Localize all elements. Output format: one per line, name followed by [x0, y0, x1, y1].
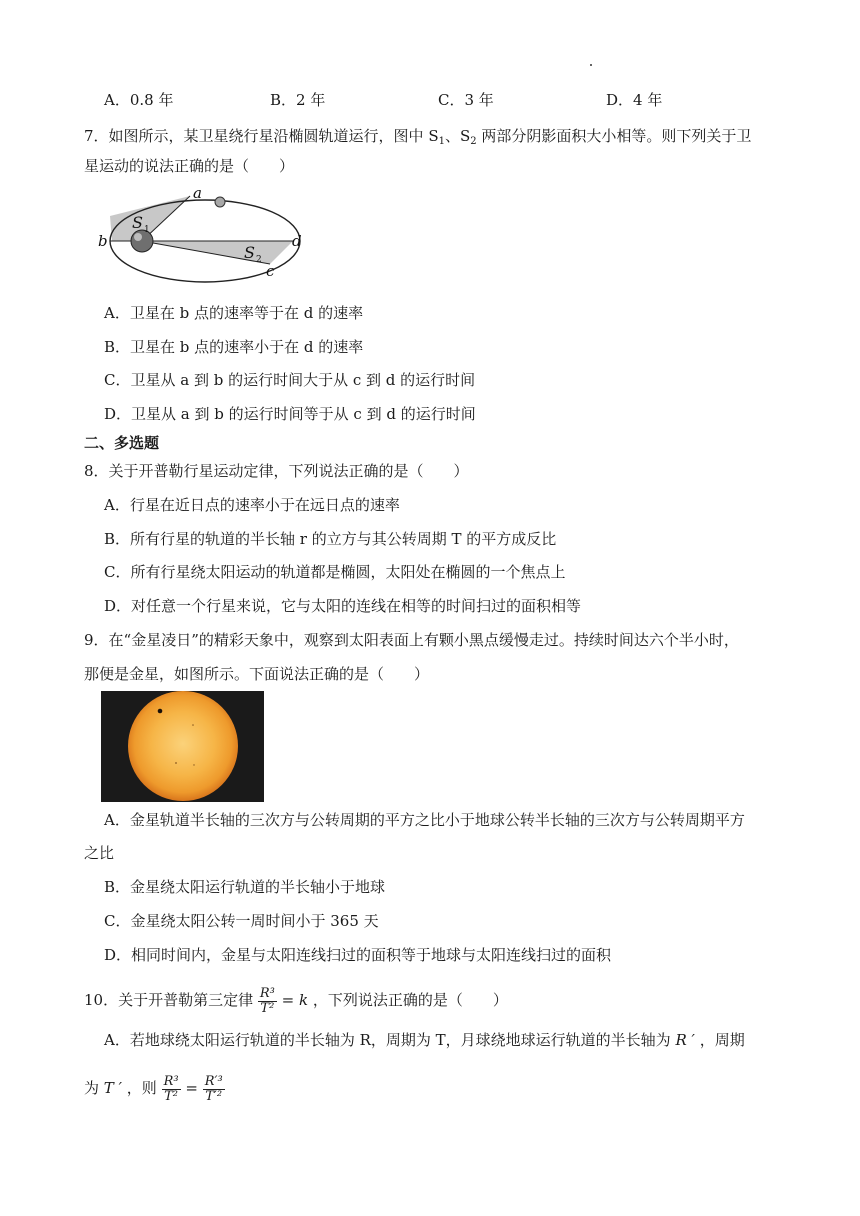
label-s1-sub: 1 — [144, 225, 150, 235]
q7-option-b[interactable]: B．卫星在 b 点的速率小于在 d 的速率 — [104, 338, 364, 356]
q9-option-a-line2[interactable]: 之比 — [84, 844, 115, 862]
shaded-area-s2 — [142, 241, 293, 264]
q9-option-c[interactable]: C．金星绕太阳公转一周时间小于 365 天 — [104, 912, 379, 930]
q9-option-d[interactable]: D．相同时间内，金星与太阳连线扫过的面积等于地球与太阳连线扫过的面积 — [104, 946, 612, 964]
page-mark — [590, 64, 592, 66]
q8-option-d[interactable]: D．对任意一个行星来说，它与太阳的连线在相等的时间扫过的面积相等 — [104, 597, 582, 615]
q9-stem-line2: 那便是金星，如图所示。下面说法正确的是（ ） — [84, 665, 430, 683]
kepler-formula-fraction: $\frac{\text{R³}}{\text{T²}}$ — [259, 985, 275, 1016]
q8-option-b[interactable]: B．所有行星的轨道的半长轴 r 的立方与其公转周期 T 的平方成反比 — [104, 530, 557, 548]
q9-option-a-line1[interactable]: A．金星轨道半长轴的三次方与公转周期的平方之比小于地球公转半长轴的三次方与公转周期平方 — [104, 811, 745, 829]
q7-stem-line1: 7．如图所示，某卫星绕行星沿椭圆轨道运行，图中 $S_1$、$S_2$ 两部分阴影面积大小相等。则下列关于卫 — [84, 127, 752, 147]
label-s1: S — [132, 213, 143, 232]
q6-option-d[interactable]: D．4 年 — [606, 91, 663, 109]
q9-option-b[interactable]: B．金星绕太阳运行轨道的半长轴小于地球 — [104, 878, 386, 896]
label-d: d — [292, 232, 302, 250]
sunspot — [175, 762, 177, 764]
label-a: a — [193, 184, 202, 202]
label-b: b — [98, 232, 108, 250]
planet-highlight — [134, 233, 142, 241]
satellite — [215, 197, 225, 207]
label-s2: S — [244, 243, 255, 262]
sunspot — [193, 764, 194, 765]
q8-option-a[interactable]: A．行星在近日点的速率小于在远日点的速率 — [104, 496, 400, 514]
q6-option-c[interactable]: C．3 年 — [438, 91, 494, 109]
q7-option-a[interactable]: A．卫星在 b 点的速率等于在 d 的速率 — [104, 304, 364, 322]
section-title-multi-choice: 二、多选题 — [84, 434, 160, 452]
q6-option-b[interactable]: B．2 年 — [270, 91, 326, 109]
label-s2-sub: 2 — [256, 255, 262, 265]
q6-option-a[interactable]: A．0.8 年 — [104, 91, 174, 109]
q8-option-c[interactable]: C．所有行星绕太阳运动的轨道都是椭圆，太阳处在椭圆的一个焦点上 — [104, 563, 566, 581]
q9-stem-line1: 9．在“金星凌日”的精彩天象中，观察到太阳表面上有颗小黑点缓慢走过。持续时间达六个半小时， — [84, 631, 739, 649]
q7-option-d[interactable]: D．卫星从 a 到 b 的运行时间等于从 c 到 d 的运行时间 — [104, 405, 476, 423]
q8-stem: 8．关于开普勒行星运动定律，下列说法正确的是（ ） — [84, 462, 469, 480]
q10-stem: 10．关于开普勒第三定律 $\frac{\text{R³}}{\text{T²}}$ = k ，下列说法正确的是（ ） — [84, 985, 508, 1016]
orbit-diagram — [98, 184, 302, 282]
lhs-fraction: $\frac{\text{R³}}{\text{T²}}$ — [163, 1073, 179, 1104]
venus-transit-photo — [101, 691, 264, 802]
orbit-figure — [98, 184, 304, 284]
venus-dot — [158, 709, 163, 714]
label-c: c — [266, 262, 275, 280]
rhs-fraction: $\frac{\text{R′³}}{\text{T′²}}$ — [204, 1073, 223, 1104]
q10-option-a-line2[interactable]: 为 T ′ ，则 $\frac{\text{R³}}{\text{T²}}$ = $\frac{\text{R′³}}{\text{T′²}}$ — [84, 1073, 223, 1104]
q7-stem-line2: 星运动的说法正确的是（ ） — [84, 157, 295, 175]
q7-option-c[interactable]: C．卫星从 a 到 b 的运行时间大于从 c 到 d 的运行时间 — [104, 371, 476, 389]
sun-disk — [128, 691, 238, 801]
sunspot — [192, 724, 194, 726]
q10-option-a-line1[interactable]: A．若地球绕太阳运行轨道的半长轴为 R，周期为 T，月球绕地球运行轨道的半长轴为 R ′ ，周期 — [104, 1031, 745, 1049]
